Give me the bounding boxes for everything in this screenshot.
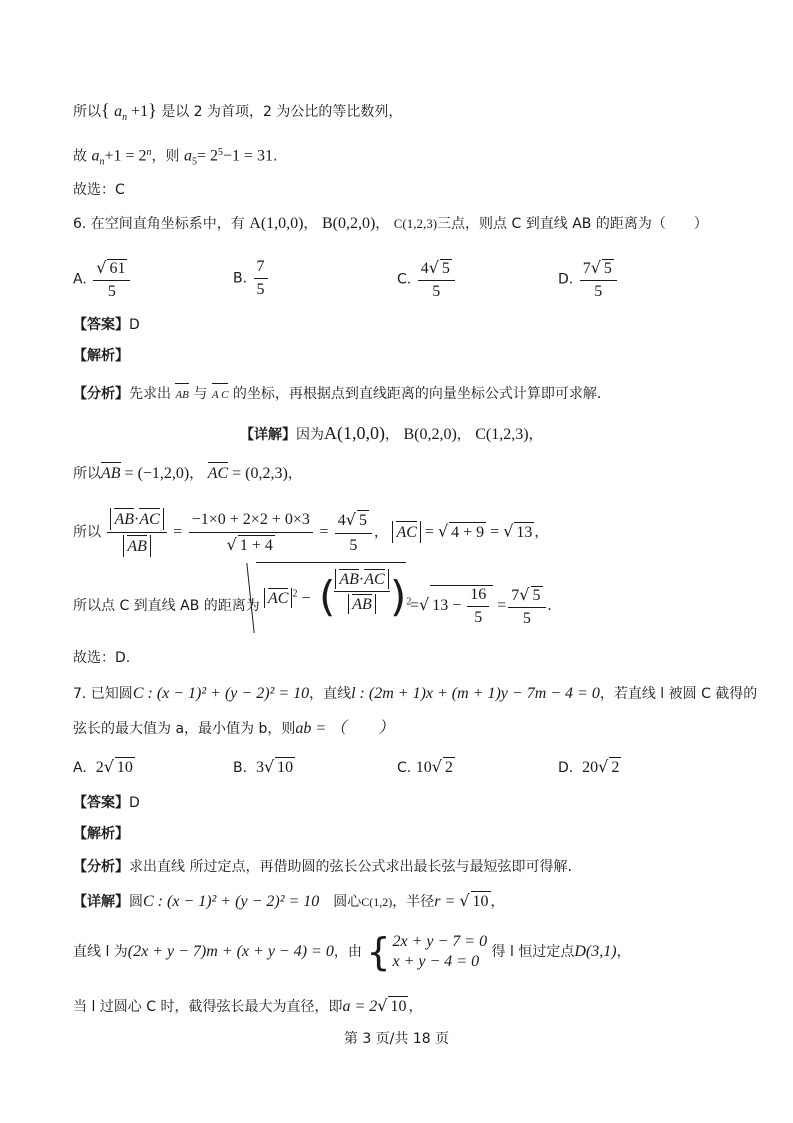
q6-option-b [233,258,270,299]
math: 7 [511,587,520,604]
answer-value: D [129,795,140,811]
math: C(1,2,3) [475,426,529,443]
text: ，半径 [392,894,435,910]
math: 13 − [432,597,466,615]
text: 所以点 C 到直线 AB 的距离为 [73,598,260,614]
q6-stem: 6. 在空间直角坐标系中，有 A(1,0,0)， B(0,2,0)， C(1,2,3)三点，则点 C 到直线 AB 的距离为（ ） [73,215,708,232]
math: 4 [337,511,346,529]
text: 得 l 恒过定点 [491,944,575,960]
q6-option-a: A. $\frac{√ 61}{5}$ [73,258,132,301]
text: 直线 l 为 [73,944,128,960]
text: . [273,148,278,165]
math: A(1,0,0) [324,423,385,443]
math: 2x + y − 7 = 0 [392,933,488,950]
math-var: a [114,103,123,120]
text: 因为 [296,427,324,443]
math: = 2 [196,147,218,165]
math: r = [434,893,460,910]
math: 5 [432,283,441,300]
math: B(0,2,0) [403,426,457,443]
point-b: B(0,2,0) [321,215,376,232]
q7-detail: 【详解】圆C : (x − 1)² + (y − 2)² = 10 圆心C(1,2)，半径r = √ 10 ， [73,891,505,910]
math: = (−1,2,0) [120,465,190,482]
math-sub: n [122,111,128,123]
q6-step2: 所以 $\frac{AB\cdot AC}{AB}$ = $\frac{-1\times 0 + 2\times 2 + 0\times 3}{√ 1 + 4}$ = $\frac{4√ 5}{5}$ ， AC = √ 4 + 9 = √ 13 ， [73,509,549,555]
math: 2 [406,596,412,608]
math: = (0,2,3) [228,465,288,482]
math: ab = （ ） [295,720,395,737]
text: 7. 已知圆 [73,686,133,702]
math: 2 [95,759,104,776]
text: 三点，则点 C 到直线 AB 的距离为（ ） [437,216,708,232]
math: 10 [472,893,489,910]
q5-conclusion-line: 所以{ $a_n +1$} 是以 2 为首项，2 为公比的等比数列， [73,100,403,123]
fenxi-tag: 【分析】 [73,859,129,875]
option-label: C. [397,271,412,288]
text: ，直线 [309,686,352,702]
point-a: A(1,0,0) [249,215,304,232]
q6-step3 [73,596,260,616]
q5-choice: 故选：C [73,182,125,198]
math: 5 [256,281,265,298]
math: 7 [254,258,268,279]
option-label: A. [73,760,87,776]
q6-option-d: D. $\frac{7√ 5}{5}$ [558,258,619,301]
text: ，由 [333,944,362,960]
text: 弦长的最大值为 a，最小值为 b，则 [73,721,296,737]
math: +1 = 2 [104,147,147,165]
option-label: B. [233,270,248,287]
q7-stem-line2 [73,719,394,739]
math: C : (x − 1)² + (y − 2)² = 10 [132,685,310,702]
math: 3 [255,759,264,776]
math: = [420,523,438,541]
q6-step3-result: =√ 13 − $\frac{16}{5}$ = $\frac{7√ 5}{5}$ . [410,585,552,627]
text: 圆 [129,894,143,910]
option-label: D. [558,271,574,288]
math: −1 = 31 [222,147,274,165]
q7-fenxi [73,857,572,877]
text: 的坐标，再根据点到直线距离的向量坐标公式计算即可求解． [232,386,611,402]
answer-tag: 【答案】 [73,795,129,811]
math: 16 [467,586,489,607]
text: 是以 2 为首项，2 为公比的等比数列， [161,104,403,120]
text: 先求出 [129,386,171,402]
q7-option-d: D. 20√ 2 [558,757,620,776]
text: ，若直线 l 被圆 C 截得的 [599,686,758,702]
q7-line-fixed-point: 直线 l 为(2x + y − 7)m + (x + y − 4) = 0，由 { 2x + y − 7 = 0 x + y − 4 = 0 得 l 恒过定点D(3,1)， [73,930,631,974]
option-label: A. [73,271,87,288]
detail-tag: 【详解】 [73,894,129,910]
math: 5 [474,609,483,626]
q7-option-a: A. 2√ 10 [73,757,133,776]
math: 2 [444,759,453,776]
text: ， [490,894,505,910]
q6-analysis-tag: 【解析】 [73,348,129,364]
math: 1 + 4 [239,536,273,554]
fenxi-tag: 【分析】 [73,386,129,402]
text: ， [616,944,631,960]
text: 故 [73,148,87,165]
text: 所以 [73,524,101,541]
q7-analysis-tag: 【解析】 [73,826,129,842]
math: D(3,1) [574,943,617,960]
text: 求出直线 所过定点，再借助圆的弦长公式求出最长弦与最短弦即可得解. [129,859,572,875]
math: 4 + 9 [451,523,485,541]
option-label: B. [233,760,248,776]
math: 5 [349,536,358,554]
math: 10 [277,759,294,776]
math: 5 [522,610,531,627]
detail-tag: 【详解】 [240,427,296,443]
text: ， [408,999,423,1015]
math: a = 2 [342,998,378,1015]
q7-option-c: C. 10√ 2 [397,757,453,776]
q6-option-c: C. $\frac{4√ 5}{5}$ [397,258,457,301]
text: 所以 [73,104,101,120]
q6-step1: 所以AB = (−1,2,0)， AC = (0,2,3)， [73,462,302,484]
q6-answer [73,315,140,335]
answer-tag: 【答案】 [73,317,129,333]
math: 4 [420,260,429,277]
point-c: C(1,2,3) [393,216,438,231]
math: l : (2m + 1)x + (m + 1)y − 7m − 4 = 0 [351,685,600,702]
page-footer: 第 3 页/共 18 页 [343,1031,450,1047]
option-label: D. [558,760,574,776]
math: 10 [390,998,407,1015]
math: 5 [594,283,603,300]
math: 10 [415,759,432,776]
math: C : (x − 1)² + (y − 2)² = 10 [143,893,320,910]
math: x + y − 4 = 0 [392,953,480,970]
text: ，则 [151,148,180,165]
math: 61 [109,260,126,277]
vector: AC [208,462,228,484]
math: 13 [516,523,533,541]
math: 5 [107,283,116,300]
q6-choice: 故选：D. [73,650,131,666]
text: 所以 [73,466,101,482]
math: C(1,2) [361,895,393,909]
text: 当 l 过圆心 C 时，截得弦长最大为直径，即 [73,999,343,1015]
q6-step3-sqrt: AC $^2$ − ( AB·AC AB )$^2$ [256,562,406,633]
vector: AB [101,462,121,484]
math: 10 [116,759,133,776]
q7-option-b: B. 3√ 10 [233,757,294,776]
math: (2x + y − 7)m + (x + y − 4) = 0 [127,943,334,960]
math: +1 [127,103,149,120]
math: 2 [611,759,620,776]
math: −1×0 + 2×2 + 0×3 [189,510,313,533]
q5-result-line: 故 $a_n+1 = 2^n$，则 $a_5= 2^5-1 = 31$. [73,147,278,168]
text: 与 [193,386,208,402]
q7-answer [73,793,140,813]
q7-max-chord: 当 l 过圆心 C 时，截得弦长最大为直径，即a = 2√ 10 ， [73,996,423,1015]
q7-stem-line1 [73,684,757,704]
math: 20 [582,759,599,776]
q6-detail: 【详解】因为A(1,0,0)， B(0,2,0)， C(1,2,3)， [240,423,543,443]
answer-value: D [129,317,140,333]
text: 圆心 [319,894,362,910]
option-label: C. [397,760,412,776]
q6-fenxi: 【分析】先求出 AB 与 A C 的坐标，再根据点到直线距离的向量坐标公式计算即可求解． [73,383,611,405]
math: 2 [292,588,298,600]
text: 6. 在空间直角坐标系中，有 [73,216,245,232]
math: 7 [582,260,591,277]
